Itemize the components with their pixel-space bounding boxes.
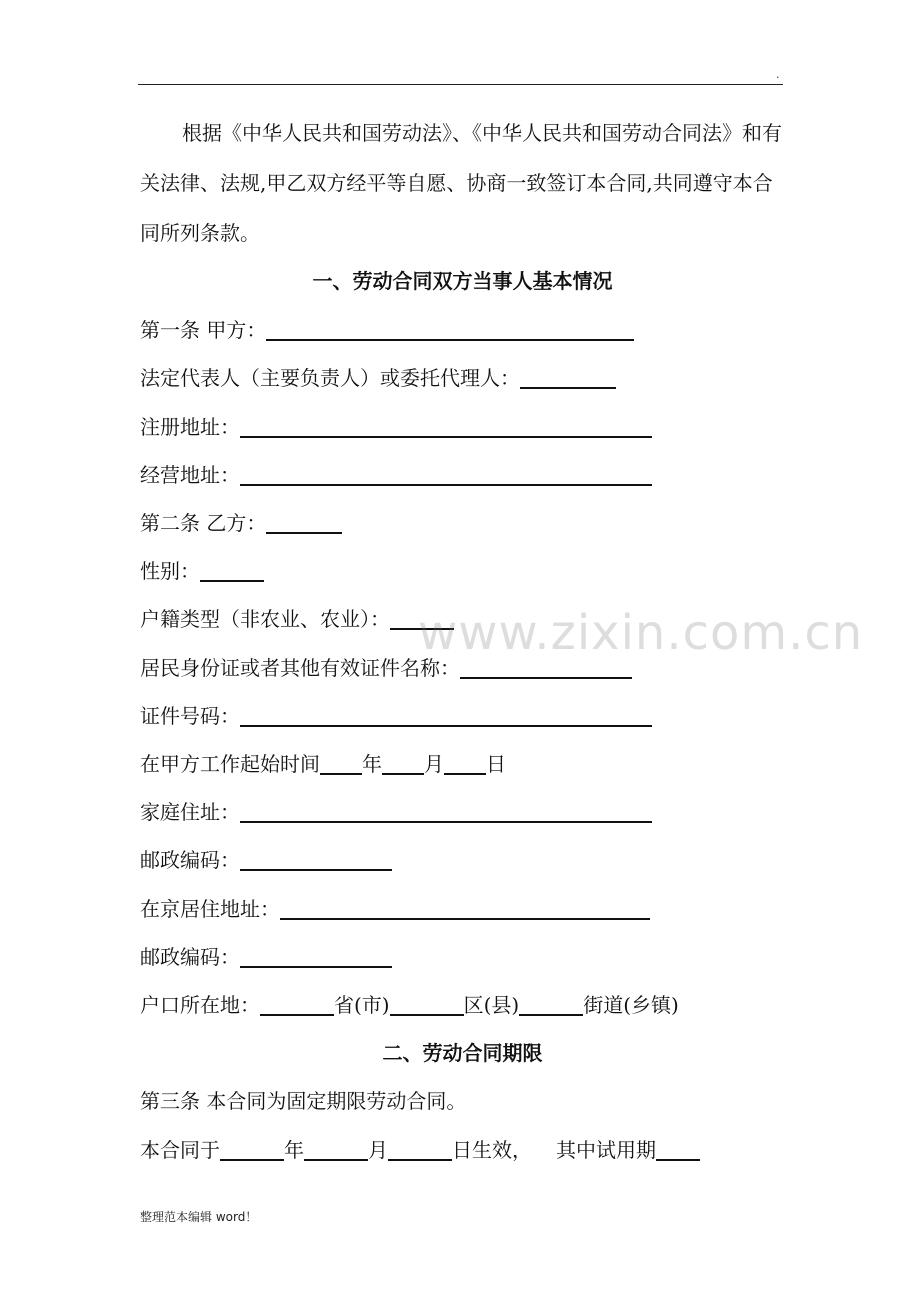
effective-prefix: 本合同于 (140, 1138, 220, 1162)
legal-rep-blank[interactable] (520, 365, 616, 389)
effective-year-label: 年 (284, 1138, 304, 1162)
gender-label: 性别： (140, 559, 200, 583)
district-blank[interactable] (390, 992, 464, 1016)
effective-month-label: 月 (368, 1138, 388, 1162)
start-month-label: 月 (424, 752, 444, 776)
party-b-line (140, 508, 342, 538)
beijing-address-label: 在京居住地址： (140, 897, 280, 921)
legal-rep-line (140, 363, 616, 393)
party-a-blank[interactable] (266, 317, 634, 341)
hukou-location-label: 户口所在地： (140, 993, 260, 1017)
postcode-line (140, 845, 392, 875)
section-1-heading: 一、劳动合同双方当事人基本情况 (312, 269, 613, 293)
legal-rep-label: 法定代表人（主要负责人）或委托代理人： (140, 366, 520, 390)
article-3-line: 第三条 本合同为固定期限劳动合同。 (140, 1089, 467, 1113)
header-rule (138, 84, 783, 85)
start-time-label: 在甲方工作起始时间 (140, 752, 320, 776)
start-year-label: 年 (362, 752, 382, 776)
hukou-type-line (140, 604, 454, 634)
street-blank[interactable] (519, 992, 583, 1016)
effective-day-blank[interactable] (388, 1137, 452, 1161)
effective-month-blank[interactable] (304, 1137, 368, 1161)
party-a-line (140, 315, 634, 345)
effective-line (140, 1135, 700, 1165)
id-name-label: 居民身份证或者其他有效证件名称： (140, 656, 460, 680)
id-number-label: 证件号码： (140, 704, 240, 728)
biz-address-blank[interactable] (240, 462, 652, 486)
beijing-address-line (140, 894, 650, 924)
reg-address-line (140, 412, 652, 442)
start-month-blank[interactable] (382, 751, 424, 775)
postcode-blank[interactable] (240, 847, 392, 871)
province-label: 省(市) (334, 993, 390, 1017)
district-label: 区(县) (463, 993, 520, 1017)
start-day-label: 日 (486, 752, 506, 776)
postcode2-blank[interactable] (240, 944, 392, 968)
postcode-label: 邮政编码： (140, 848, 240, 872)
probation-blank[interactable] (656, 1137, 700, 1161)
hukou-type-label: 户籍类型（非农业、农业）： (140, 607, 390, 631)
hukou-location-line (140, 990, 679, 1020)
effective-day-label: 日生效， (452, 1138, 532, 1162)
gender-line (140, 556, 264, 586)
reg-address-blank[interactable] (240, 414, 652, 438)
party-a-label: 第一条 甲方： (140, 318, 267, 342)
id-number-line (140, 701, 652, 731)
effective-year-blank[interactable] (220, 1137, 284, 1161)
gender-blank[interactable] (200, 558, 264, 582)
beijing-address-blank[interactable] (280, 896, 650, 920)
reg-address-label: 注册地址： (140, 415, 240, 439)
intro-paragraph: 根据《中华人民共和国劳动法》、《中华人民共和国劳动合同法》和有关法律、法规,甲乙双方经平等自愿、协商一致签订本合同,共同遵守本合同所列条款。 (140, 121, 782, 245)
province-blank[interactable] (260, 992, 334, 1016)
postcode2-line (140, 942, 392, 972)
biz-address-line (140, 460, 652, 490)
header-dot: . (776, 68, 780, 81)
postcode2-label: 邮政编码： (140, 945, 240, 969)
street-label: 街道(乡镇) (583, 993, 679, 1017)
id-number-blank[interactable] (240, 703, 652, 727)
party-b-label: 第二条 乙方： (140, 511, 267, 535)
start-day-blank[interactable] (444, 751, 486, 775)
probation-label: 其中试用期 (556, 1138, 656, 1162)
party-b-blank[interactable] (266, 510, 342, 534)
home-address-line (140, 797, 652, 827)
biz-address-label: 经营地址： (140, 463, 240, 487)
home-address-label: 家庭住址： (140, 800, 240, 824)
start-year-blank[interactable] (320, 751, 362, 775)
section-2-heading: 二、劳动合同期限 (382, 1041, 543, 1065)
start-time-line (140, 749, 506, 779)
watermark: www.zixin.com.cn (418, 605, 864, 661)
home-address-blank[interactable] (240, 799, 652, 823)
footer-note: 整理范本编辑 word！ (140, 1210, 258, 1224)
